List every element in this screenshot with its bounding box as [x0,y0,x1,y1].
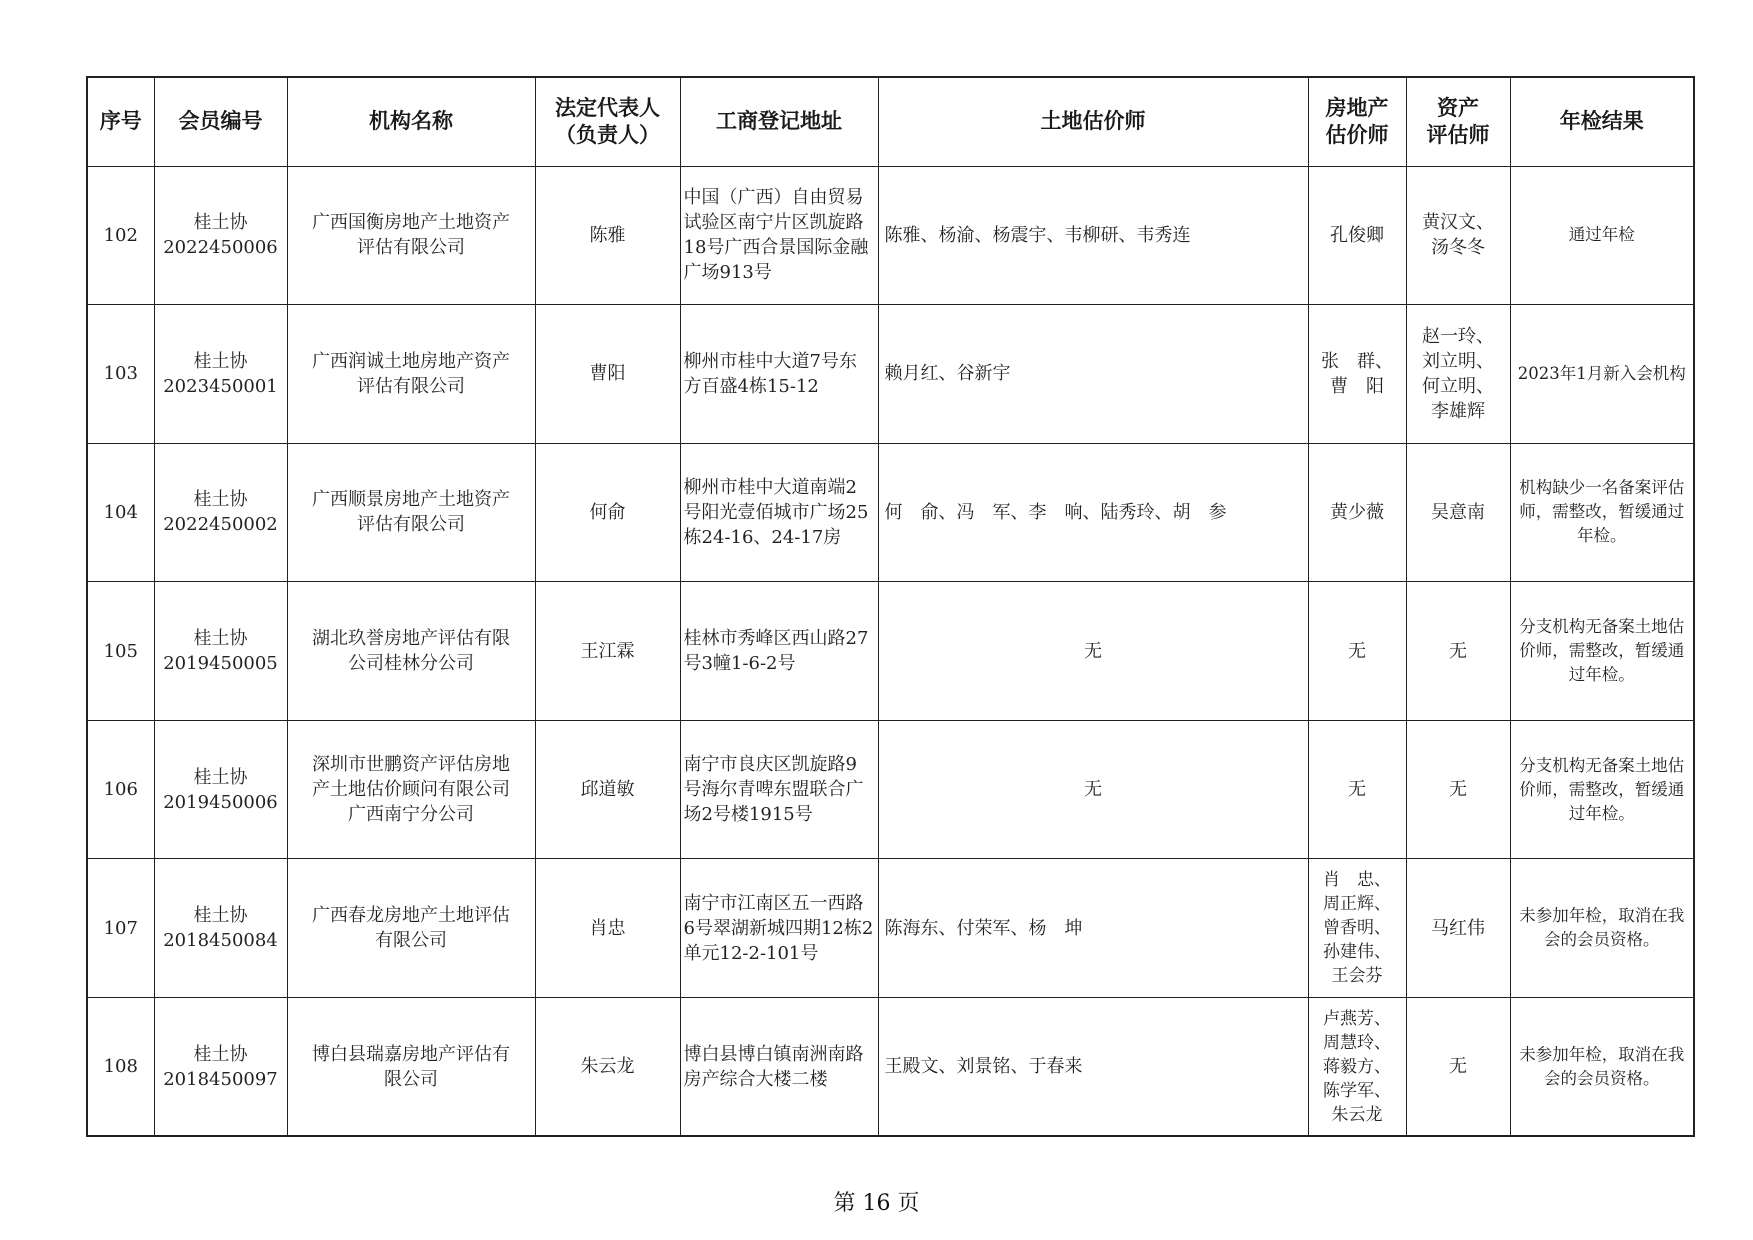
cell-index: 107 [87,859,154,998]
cell-index: 106 [87,720,154,859]
cell-land-appraisers: 陈雅、杨渝、杨震宇、韦柳研、韦秀连 [878,166,1308,305]
cell-land-appraisers: 赖月红、谷新宇 [878,305,1308,444]
header-index: 序号 [87,77,154,166]
cell-legal-rep: 王江霖 [535,582,680,721]
cell-org-name: 湖北玖誉房地产评估有限 公司桂林分公司 [287,582,535,721]
cell-annual-result: 分支机构无备案土地估价师，需整改，暂缓通过年检。 [1510,582,1694,721]
cell-annual-result: 未参加年检，取消在我会的会员资格。 [1510,998,1694,1137]
cell-address: 桂林市秀峰区西山路27号3幢1-6-2号 [680,582,878,721]
cell-realestate-appraisers: 肖 忠、 周正辉、 曾香明、 孙建伟、 王会芬 [1308,859,1406,998]
cell-member-id: 桂土协 2023450001 [154,305,287,444]
cell-asset-appraisers: 吴意南 [1406,443,1510,582]
header-annual-result: 年检结果 [1510,77,1694,166]
cell-member-id: 桂土协 2019450006 [154,720,287,859]
cell-realestate-appraisers: 张 群、 曹 阳 [1308,305,1406,444]
header-org-name: 机构名称 [287,77,535,166]
cell-annual-result: 分支机构无备案土地估价师，需整改，暂缓通过年检。 [1510,720,1694,859]
cell-org-name: 广西润诚土地房地产资产 评估有限公司 [287,305,535,444]
cell-address: 南宁市良庆区凯旋路9号海尔青啤东盟联合广场2号楼1915号 [680,720,878,859]
cell-realestate-appraisers: 孔俊卿 [1308,166,1406,305]
cell-index: 105 [87,582,154,721]
header-realestate-appraisers: 房地产 估价师 [1308,77,1406,166]
cell-asset-appraisers: 赵一玲、 刘立明、 何立明、 李雄辉 [1406,305,1510,444]
cell-asset-appraisers: 黄汉文、 汤冬冬 [1406,166,1510,305]
cell-realestate-appraisers: 卢燕芳、 周慧玲、 蒋毅方、 陈学军、 朱云龙 [1308,998,1406,1137]
cell-land-appraisers: 无 [878,720,1308,859]
cell-land-appraisers: 王殿文、刘景铭、于春来 [878,998,1308,1137]
cell-realestate-appraisers: 无 [1308,720,1406,859]
header-asset-appraisers: 资产 评估师 [1406,77,1510,166]
cell-legal-rep: 朱云龙 [535,998,680,1137]
cell-address: 柳州市桂中大道7号东方百盛4栋15-12 [680,305,878,444]
cell-land-appraisers: 无 [878,582,1308,721]
header-member-id: 会员编号 [154,77,287,166]
cell-org-name: 广西春龙房地产土地评估 有限公司 [287,859,535,998]
header-address: 工商登记地址 [680,77,878,166]
cell-annual-result: 通过年检 [1510,166,1694,305]
cell-legal-rep: 何俞 [535,443,680,582]
cell-address: 中国（广西）自由贸易试验区南宁片区凯旋路18号广西合景国际金融广场913号 [680,166,878,305]
cell-index: 108 [87,998,154,1137]
cell-realestate-appraisers: 无 [1308,582,1406,721]
table-row [87,720,1694,859]
table-body [87,166,1694,1136]
header-row [87,77,1694,166]
cell-asset-appraisers: 无 [1406,582,1510,721]
table-row [87,859,1694,998]
cell-address: 南宁市江南区五一西路6号翠湖新城四期12栋2单元12-2-101号 [680,859,878,998]
cell-land-appraisers: 何 俞、冯 军、李 响、陆秀玲、胡 参 [878,443,1308,582]
cell-land-appraisers: 陈海东、付荣军、杨 坤 [878,859,1308,998]
cell-asset-appraisers: 无 [1406,998,1510,1137]
cell-index: 103 [87,305,154,444]
cell-legal-rep: 肖忠 [535,859,680,998]
cell-annual-result: 未参加年检，取消在我会的会员资格。 [1510,859,1694,998]
cell-legal-rep: 邱道敏 [535,720,680,859]
table-row [87,582,1694,721]
cell-member-id: 桂土协 2022450006 [154,166,287,305]
cell-legal-rep: 陈雅 [535,166,680,305]
cell-annual-result: 2023年1月新入会机构 [1510,305,1694,444]
cell-annual-result: 机构缺少一名备案评估师，需整改，暂缓通过年检。 [1510,443,1694,582]
table-header [87,77,1694,166]
cell-member-id: 桂土协 2018450097 [154,998,287,1137]
cell-legal-rep: 曹阳 [535,305,680,444]
cell-asset-appraisers: 无 [1406,720,1510,859]
table-row [87,305,1694,444]
table-row [87,443,1694,582]
table-row [87,166,1694,305]
header-legal-rep: 法定代表人 （负责人） [535,77,680,166]
cell-asset-appraisers: 马红伟 [1406,859,1510,998]
cell-org-name: 深圳市世鹏资产评估房地 产土地估价顾问有限公司 广西南宁分公司 [287,720,535,859]
cell-member-id: 桂土协 2019450005 [154,582,287,721]
cell-index: 102 [87,166,154,305]
table-row [87,998,1694,1137]
cell-member-id: 桂土协 2022450002 [154,443,287,582]
cell-org-name: 博白县瑞嘉房地产评估有 限公司 [287,998,535,1137]
cell-address: 博白县博白镇南洲南路房产综合大楼二楼 [680,998,878,1137]
cell-address: 柳州市桂中大道南端2号阳光壹佰城市广场25栋24-16、24-17房 [680,443,878,582]
cell-member-id: 桂土协 2018450084 [154,859,287,998]
cell-org-name: 广西国衡房地产土地资产 评估有限公司 [287,166,535,305]
cell-index: 104 [87,443,154,582]
header-land-appraisers: 土地估价师 [878,77,1308,166]
page-number: 第 16 页 [833,1191,920,1216]
appraisal-institution-table [86,76,1695,1137]
cell-realestate-appraisers: 黄少薇 [1308,443,1406,582]
cell-org-name: 广西顺景房地产土地资产 评估有限公司 [287,443,535,582]
